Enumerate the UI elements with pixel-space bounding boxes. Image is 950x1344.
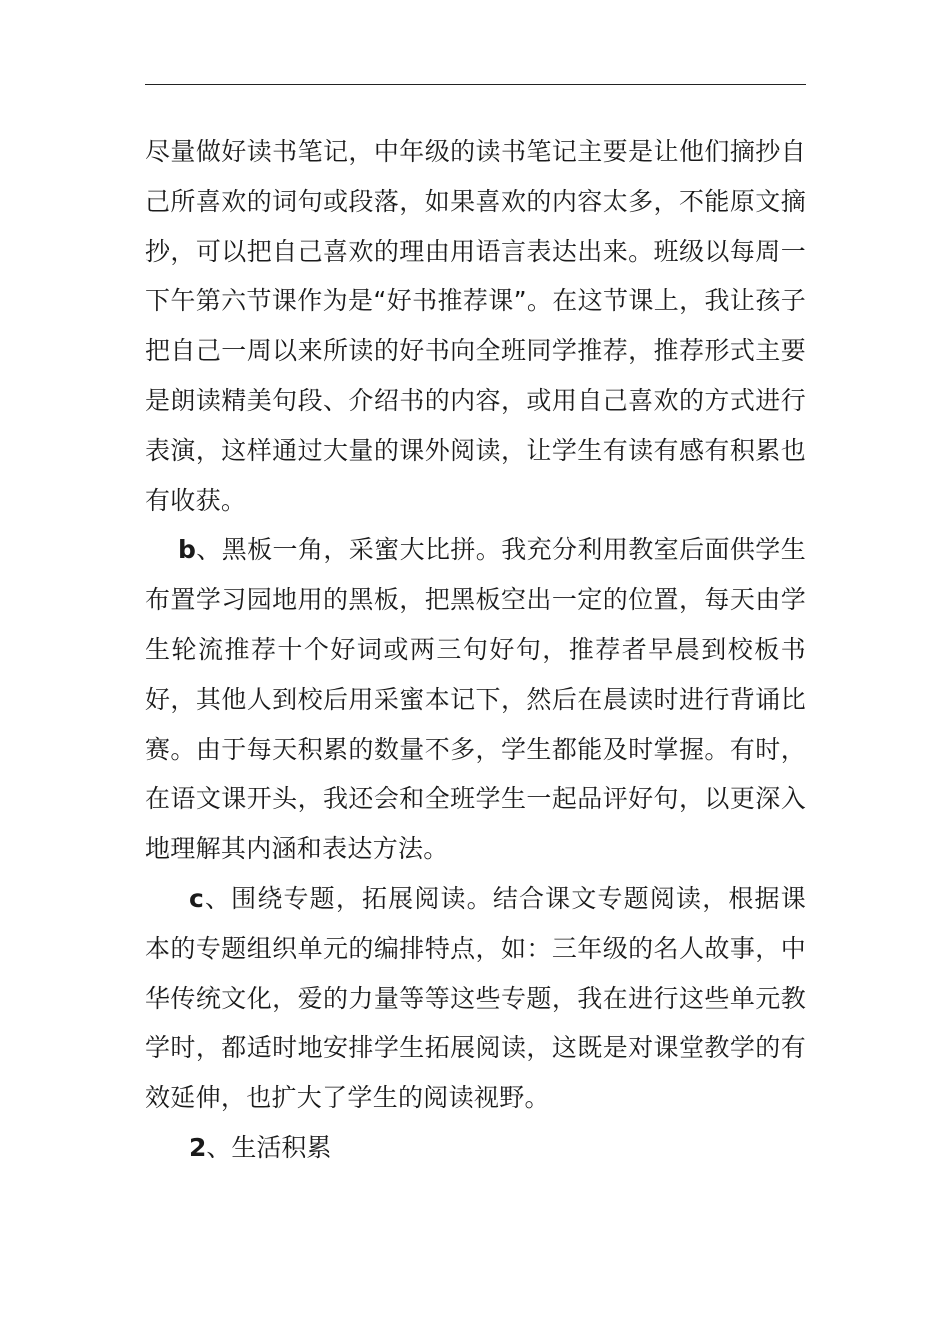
paragraph-text: 、围绕专题，拓展阅读。结合课文专题阅读，根据课本的专题组织单元的编排特点，如：三年级的名人故事，中华传统文化，爱的力量等等这些专题，我在进行这些单元教学时，都适时地安排学生拓展阅读，这既是对课堂教学的有效延伸，也扩大了学生的阅读视野。	[145, 883, 806, 1113]
section-heading	[145, 1123, 806, 1173]
paragraph-text: 尽量做好读书笔记，中年级的读书笔记主要是让他们摘抄自己所喜欢的词句或段落，如果喜欢的内容太多，不能原文摘抄，可以把自己喜欢的理由用语言表达出来。班级以每周一下午第六节课作为是“好书推荐课”。在这节课上，我让孩子把自己一周以来所读的好书向全班同学推荐，推荐形式主要是朗读精美句段、介绍书的内容，或用自己喜欢的方式进行表演，这样通过大量的课外阅读，让学生有读有感有积累也有收获。	[145, 137, 806, 515]
paragraph-reading-notes	[145, 127, 806, 525]
paragraph-thematic-reading	[145, 874, 806, 1123]
paragraph-marker: b	[178, 535, 197, 565]
paragraph-marker: c	[189, 883, 205, 913]
paragraph-blackboard-corner	[145, 525, 806, 874]
section-title: 、生活积累	[206, 1132, 332, 1162]
section-number: 2	[189, 1132, 207, 1162]
paragraph-text: 、黑板一角，采蜜大比拼。我充分利用教室后面供学生布置学习园地用的黑板，把黑板空出一定的位置，每天由学生轮流推荐十个好词或两三句好句，推荐者早晨到校板书好，其他人到校后用采蜜本记下，然后在晨读时进行背诵比赛。由于每天积累的数量不多，学生都能及时掌握。有时，在语文课开头，我还会和全班学生一起品评好句，以更深入地理解其内涵和表达方法。	[145, 535, 806, 864]
body-text	[145, 127, 806, 1173]
header-rule	[145, 84, 806, 85]
